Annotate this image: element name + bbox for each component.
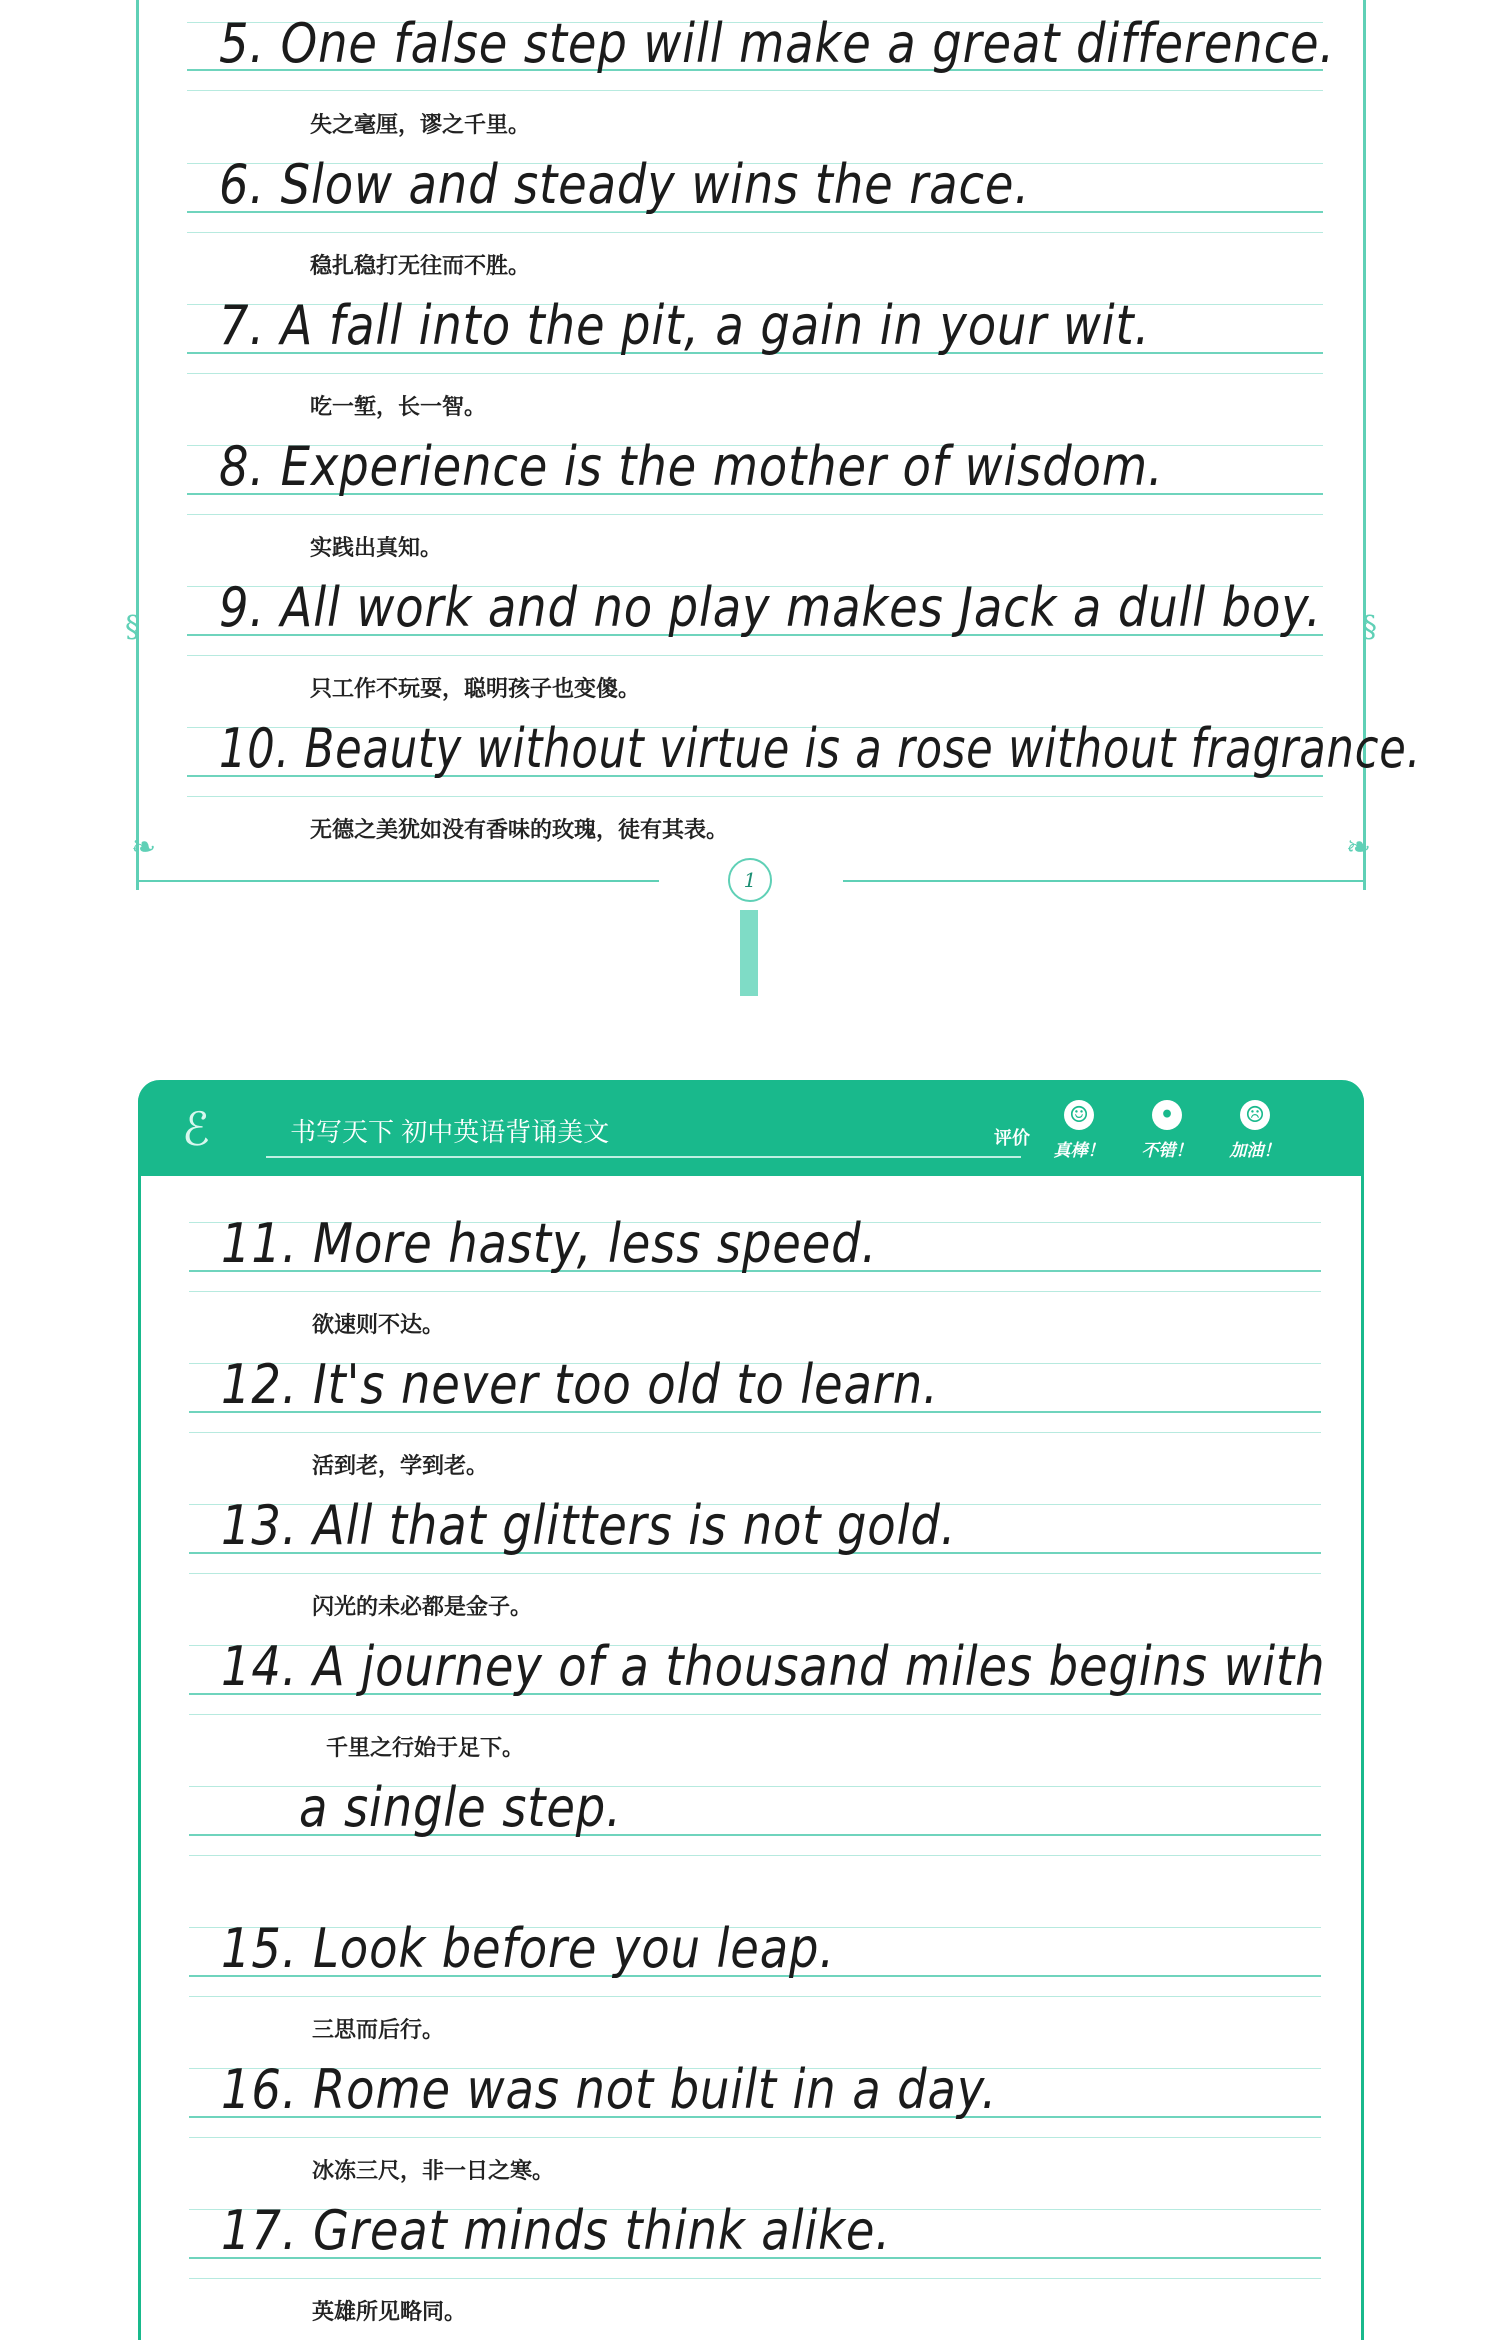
guide-line [187, 90, 1323, 91]
corner-flourish-icon: ❧ [131, 830, 157, 865]
rating-label: 评价 [994, 1128, 1030, 1149]
rating-great-label: 真棒！ [1053, 1141, 1105, 1161]
corner-flourish-icon: ❧ [1345, 830, 1371, 865]
rating-keep-going-label: 加油！ [1229, 1141, 1281, 1161]
header-underline [266, 1156, 1021, 1158]
book-title: 书写天下 初中英语背诵美文 [290, 1117, 610, 1147]
guide-line [189, 2278, 1321, 2279]
guide-line [189, 2137, 1321, 2138]
rating-good-label: 不错！ [1141, 1141, 1193, 1161]
scroll-ornament-icon: § [125, 610, 140, 645]
chinese-translation: 无德之美犹如没有香味的玫瑰，徒有其表。 [310, 817, 729, 843]
chinese-translation: 实践出真知。 [310, 535, 443, 561]
english-proverb: 5. One false step will make a great difference. [219, 12, 1336, 75]
english-proverb: 11. More hasty, less speed. [221, 1212, 878, 1275]
footer-flourish-line [139, 880, 659, 882]
guide-line [187, 655, 1323, 656]
chinese-translation: 活到老，学到老。 [312, 1453, 489, 1479]
copybook-page-1 [125, 0, 1422, 890]
smile-face-icon: ☺ [1064, 1100, 1094, 1130]
english-proverb: a single step. [299, 1776, 622, 1839]
page-connector [740, 910, 758, 996]
neutral-face-icon: • [1152, 1100, 1182, 1130]
english-proverb: 6. Slow and steady wins the race. [219, 153, 1030, 216]
chinese-translation: 冰冻三尺，非一日之寒。 [312, 2158, 555, 2184]
scroll-ornament-icon: § [1362, 610, 1377, 645]
sad-face-icon: ☹ [1240, 1100, 1270, 1130]
english-proverb: 13. All that glitters is not gold. [221, 1494, 957, 1557]
english-proverb: 17. Great minds think alike. [221, 2199, 891, 2262]
guide-line [187, 373, 1323, 374]
english-proverb: 14. A journey of a thousand miles begins with [221, 1635, 1326, 1698]
english-proverb: 16. Rome was not built in a day. [221, 2058, 998, 2121]
chinese-translation: 稳扎稳打无往而不胜。 [310, 253, 531, 279]
guide-line [189, 1573, 1321, 1574]
chinese-translation: 英雄所见略同。 [312, 2299, 467, 2325]
guide-line [187, 232, 1323, 233]
page-number: 1 [728, 858, 772, 902]
chinese-translation: 只工作不玩耍，聪明孩子也变傻。 [310, 676, 641, 702]
english-proverb: 10. Beauty without virtue is a rose without fragrance. [219, 717, 1422, 780]
rating-keep-going[interactable] [1210, 1100, 1300, 1161]
swash-logo-icon: ℰ [182, 1102, 210, 1156]
chinese-translation: 失之毫厘，谬之千里。 [310, 112, 531, 138]
copybook-page-2 [138, 1080, 1364, 2340]
guide-line [189, 1855, 1321, 1856]
guide-line [189, 1291, 1321, 1292]
guide-line [187, 514, 1323, 515]
rating-great[interactable] [1034, 1100, 1124, 1161]
guide-line [189, 1432, 1321, 1433]
guide-line [189, 1996, 1321, 1997]
chinese-translation: 千里之行始于足下。 [326, 1735, 525, 1761]
chinese-translation: 欲速则不达。 [312, 1312, 445, 1338]
guide-line [187, 796, 1323, 797]
english-proverb: 7. A fall into the pit, a gain in your wit. [219, 294, 1151, 357]
rating-good[interactable] [1122, 1100, 1212, 1161]
chinese-translation: 吃一堑，长一智。 [310, 394, 487, 420]
footer-flourish-line [843, 880, 1363, 882]
english-proverb: 9. All work and no play makes Jack a dull boy. [219, 576, 1322, 639]
chinese-translation: 三思而后行。 [312, 2017, 445, 2043]
page-header [138, 1080, 1364, 1176]
english-proverb: 12. It's never too old to learn. [221, 1353, 939, 1416]
chinese-translation: 闪光的未必都是金子。 [312, 1594, 533, 1620]
english-proverb: 8. Experience is the mother of wisdom. [219, 435, 1164, 498]
english-proverb: 15. Look before you leap. [221, 1917, 835, 1980]
guide-line [189, 1714, 1321, 1715]
